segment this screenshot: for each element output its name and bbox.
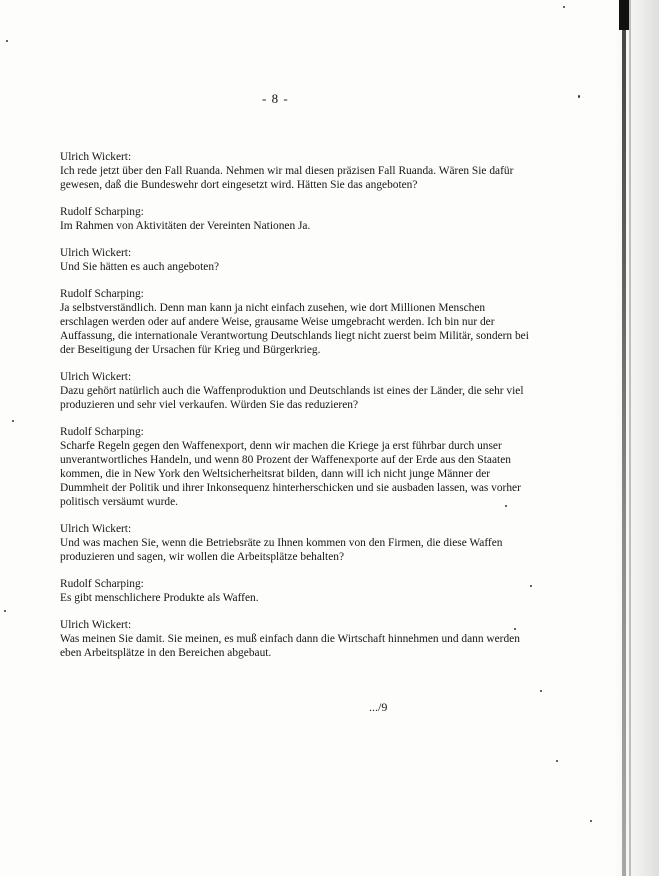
scan-speck [6,40,8,42]
scan-edge-shadow [613,0,659,876]
scan-speck [12,420,14,422]
speech-text: Und was machen Sie, wenn die Betriebsräte zu Ihnen kommen von den Firmen, die diese Waffen produzieren und sagen, wir wollen die Arbeitsplätze behalten? [60,537,503,563]
scan-edge-line [629,0,631,876]
dialogue-block [60,522,530,564]
speech-text: Es gibt menschlichere Produkte als Waffen. [60,592,259,604]
speech-text: Und Sie hätten es auch angeboten? [60,261,220,273]
speaker-name: Ulrich Wickert: [60,151,132,163]
dialogue-block [60,425,530,509]
scan-speck [4,610,6,612]
scan-edge-mark [619,0,629,30]
dialogue-block [60,150,530,192]
speaker-name: Rudolf Scharping: [60,578,144,590]
scan-speck [556,760,558,762]
scan-speck [530,585,532,587]
dialogue-block [60,246,530,274]
dialogue-block [60,205,530,233]
dialogue-block [60,577,530,605]
dialogue-block [60,287,530,357]
scan-speck [590,820,592,822]
speaker-name: Rudolf Scharping: [60,426,144,438]
speech-text: Im Rahmen von Aktivitäten der Vereinten Nationen Ja. [60,220,311,232]
scan-edge-line [622,0,626,876]
speech-text: Dazu gehört natürlich auch die Waffenproduktion und Deutschlands ist eines der Länder, die sehr viel produzieren und sehr viel verkaufen. Würden Sie das reduzieren? [60,385,524,411]
dialogue-block [60,370,530,412]
page-number: - 8 - [262,91,289,106]
scan-speck [563,6,565,8]
speaker-name: Rudolf Scharping: [60,206,144,218]
speech-text: Ja selbstverständlich. Denn man kann ja nicht einfach zusehen, wie dort Millionen Menschen erschlagen werden oder auf andere Weise, grausame Weise umgebracht werden. Ich bin nur der Auffassung, die internationale Verantwortung Deutschlands liegt nicht zuerst beim Militär, sondern bei der Beseitigung der Ursachen für Krieg und Bürgerkrieg. [60,302,529,356]
speech-text: Was meinen Sie damit. Sie meinen, es muß einfach dann die Wirtschaft hinnehmen und dann werden eben Arbeitsplätze in den Bereichen abgebaut. [60,633,520,659]
continuation-reference: .../9 [369,700,388,714]
speaker-name: Ulrich Wickert: [60,523,132,535]
dialogue-block [60,618,530,660]
speaker-name: Ulrich Wickert: [60,619,132,631]
speech-text: Ich rede jetzt über den Fall Ruanda. Nehmen wir mal diesen präzisen Fall Ruanda. Wären Sie dafür gewesen, daß die Bundeswehr dort eingesetzt wird. Hätten Sie das angeboten? [60,165,514,191]
scan-speck [578,95,580,98]
speaker-name: Ulrich Wickert: [60,247,132,259]
scan-speck [540,690,542,692]
speech-text: Scharfe Regeln gegen den Waffenexport, denn wir machen die Kriege ja erst führbar durch unser unverantwortliches Handeln, und wenn 80 Prozent der Waffenexporte auf der Erde aus den Staaten kommen, die in New York den Weltsicherheitsrat bilden, dann will ich nicht junge Männer der Dummheit der Politik und ihrer Inkonsequenz hinterherschicken und sie ausbaden lassen, was vorher politisch versäumt wurde. [60,440,521,508]
speaker-name: Rudolf Scharping: [60,288,144,300]
transcript [60,150,530,673]
speaker-name: Ulrich Wickert: [60,371,132,383]
